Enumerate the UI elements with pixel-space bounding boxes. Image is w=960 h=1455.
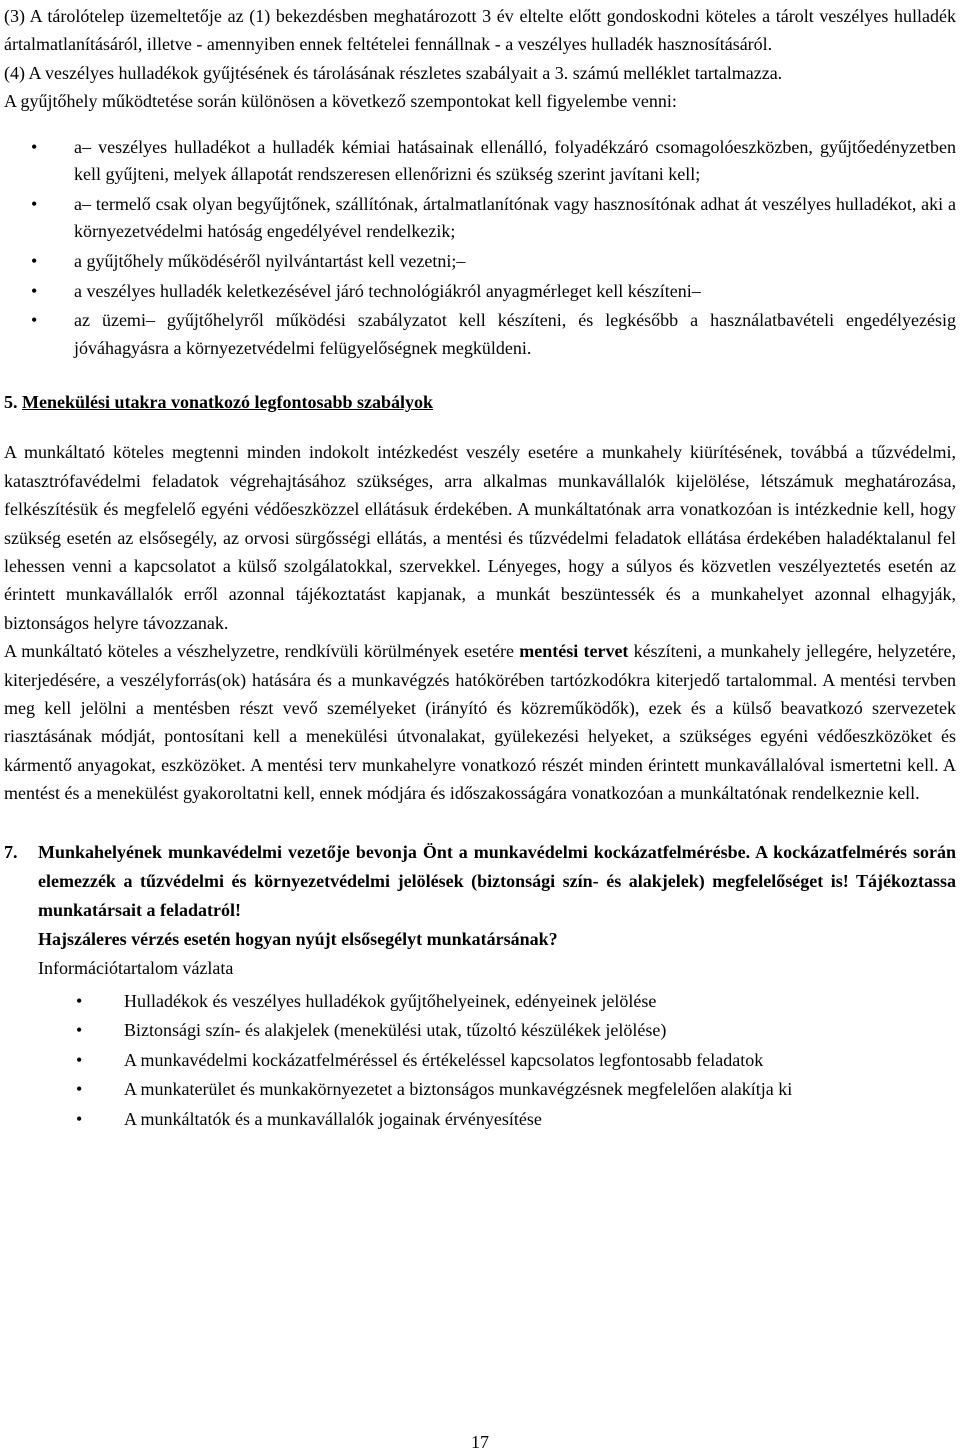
list-item-text: A munkavédelmi kockázatfelméréssel és értékeléssel kapcsolatos legfontosabb feladatok — [124, 1049, 764, 1070]
outline-bullet-list — [68, 987, 956, 1134]
list-item-text: a– termelő csak olyan begyűjtőnek, szállítónak, ártalmatlanítónak vagy hasznosítónak adhat át veszélyes hulladékot, aki a környezetvédelmi hatóság engedélyével rendelkezik; — [74, 193, 956, 242]
bullet-icon: • — [31, 136, 38, 157]
section-5-p2-end: készíteni, a munkahely jellegére, helyzetére, kiterjedésére, a veszélyforrás(ok) hatására és a munkavégzés hatókörében tartózkodókra kiterjedő tartalommal. A mentési tervben meg kell jelölni a mentésben részt vevő személyeket (irányító és közreműködők), ezek és a külső beavatkozó szervezetek riasztásának módját, pontosítani kell a menekülési útvonalakat, gyülekezési helyeket, a szükséges egyéni védőeszközöket és kármentő anyagokat, eszközöket. A mentési terv munkahelyre vonatkozó részét minden érintett munkavállalóval ismertetni kell. A mentést és a menekülést gyakoroltatni kell, ennek módjára és időszakosságára vonatkozóan a munkáltatónak rendelkeznie kell. — [4, 641, 956, 804]
bullet-icon: • — [31, 280, 38, 301]
section-7 — [4, 838, 956, 1134]
list-item — [68, 987, 956, 1016]
paragraph-4: (4) A veszélyes hulladékok gyűjtésének és tárolásának részletes szabályait a 3. számú melléklet tartalmazza. — [4, 62, 783, 83]
document-page — [4, 2, 956, 1135]
list-item — [4, 278, 956, 306]
section-7-question-2: Hajszáleres vérzés esetén hogyan nyújt elsősegélyt munkatársának? — [38, 928, 558, 949]
section-5-heading — [4, 388, 956, 416]
section-5-paragraph-1: A munkáltató köteles megtenni minden indokolt intézkedést veszély esetére a munkahely kiürítésének, továbbá a tűzvédelmi, katasztrófavédelmi feladatok végrehajtásához szükséges, arra alkalmas munkavállalók kijelölése, létszámuk meghatározása, felkészítésük és megfelelő egyéni védőeszközzel ellátásuk érdekében. A munkáltatónak arra vonatkozóan is intézkednie kell, hogy szükség esetén az elsősegély, az orvosi sürgősségi ellátás, a mentési és tűzvédelmi feladatok ellátása érdekében haladéktalanul fel lehessen venni a kapcsolatot a külső szolgálatokkal, szervekkel. Lényeges, hogy a súlyos és közvetlen veszélyeztetés esetén az érintett munkavállalók erről azonnal tájékoztatást kapjanak, a munkát beszüntessék és a munkahelyet azonnal elhagyják, biztonságos helyre távozzanak. — [4, 442, 956, 633]
paragraph-3: (3) A tárolótelep üzemeltetője az (1) bekezdésben meghatározott 3 év eltelte előtt gondoskodni köteles a tárolt veszélyes hulladék ártalmatlanításáról, illetve - amennyiben ennek feltételei fennállnak - a veszélyes hulladék hasznosításáról. — [4, 6, 956, 55]
section-5-paragraph-2 — [4, 637, 956, 807]
list-item-text: az üzemi– gyűjtőhelyről működési szabályzatot kell készíteni, és legkésőbb a használatbavételi engedélyezésig jóváhagyásra a környezetvédelmi felügyelőségnek megküldeni. — [74, 310, 956, 358]
bullet-icon: • — [76, 990, 83, 1011]
section-5-p2-start: A munkáltató köteles a vészhelyzetre, rendkívüli körülmények esetére — [4, 641, 520, 662]
gyujtohely-bullet-list — [4, 134, 956, 363]
section-5-body — [4, 438, 956, 807]
list-item-text: A munkáltatók és a munkavállalók jogainak érvényesítése — [124, 1109, 542, 1130]
list-item — [4, 307, 956, 362]
bullet-icon: • — [31, 310, 38, 331]
list-item — [68, 1046, 956, 1075]
section-7-question-1: Munkahelyének munkavédelmi vezetője bevonja Önt a munkavédelmi kockázatfelmérésbe. A kockázatfelmérés során elemezzék a tűzvédelmi és környezetvédelmi jelölések (biztonsági szín- és alakjelek) megfelelőséget is! Tájékoztassa munkatársait a feladatról! — [38, 841, 956, 920]
list-item-text: a gyűjtőhely működéséről nyilvántartást kell vezetni;– — [74, 251, 466, 271]
list-item — [68, 1105, 956, 1134]
bullet-icon: • — [31, 193, 38, 214]
outline-title: Információtartalom vázlata — [38, 957, 234, 978]
list-item-text: Hulladékok és veszélyes hulladékok gyűjtőhelyeinek, edényeinek jelölése — [124, 990, 657, 1011]
section-5-title: Menekülési utakra vonatkozó legfontosabb szabályok — [22, 392, 434, 413]
bullet-icon: • — [76, 1049, 83, 1070]
list-item-text: a veszélyes hulladék keletkezésével járó technológiákról anyagmérleget kell készíteni– — [74, 280, 701, 301]
bullet-icon: • — [76, 1079, 83, 1100]
section-5-p2-bold: mentési tervet — [519, 641, 629, 662]
section-5-number: 5. — [4, 392, 18, 413]
bullet-icon: • — [76, 1020, 83, 1041]
list-item — [4, 248, 956, 276]
list-item-text: Biztonsági szín- és alakjelek (menekülési utak, tűzoltó készülékek jelölése) — [124, 1020, 667, 1041]
list-item-text: A munkaterület és munkakörnyezetet a biztonságos munkavégzésnek megfelelően alakítja ki — [124, 1079, 793, 1100]
list-item — [68, 1075, 956, 1104]
intro-section — [4, 2, 956, 116]
list-item — [4, 134, 956, 189]
paragraph-gyujtohely: A gyűjtőhely működtetése során különösen a következő szempontokat kell figyelembe venni: — [4, 91, 677, 112]
bullet-icon: • — [76, 1109, 83, 1130]
section-7-block — [38, 838, 956, 1134]
list-item — [4, 191, 956, 246]
bullet-icon: • — [31, 251, 38, 271]
list-item — [68, 1016, 956, 1045]
page-number: 17 — [471, 1432, 489, 1452]
section-7-number: 7. — [4, 841, 18, 862]
list-item-text: a– veszélyes hulladékot a hulladék kémiai hatásainak ellenálló, folyadékzáró csomagolóeszközben, gyűjtőedényzetben kell gyűjteni, melyek állapotát rendszeresen ellenőrizni és szükség szerint javítani kell; — [74, 136, 956, 185]
